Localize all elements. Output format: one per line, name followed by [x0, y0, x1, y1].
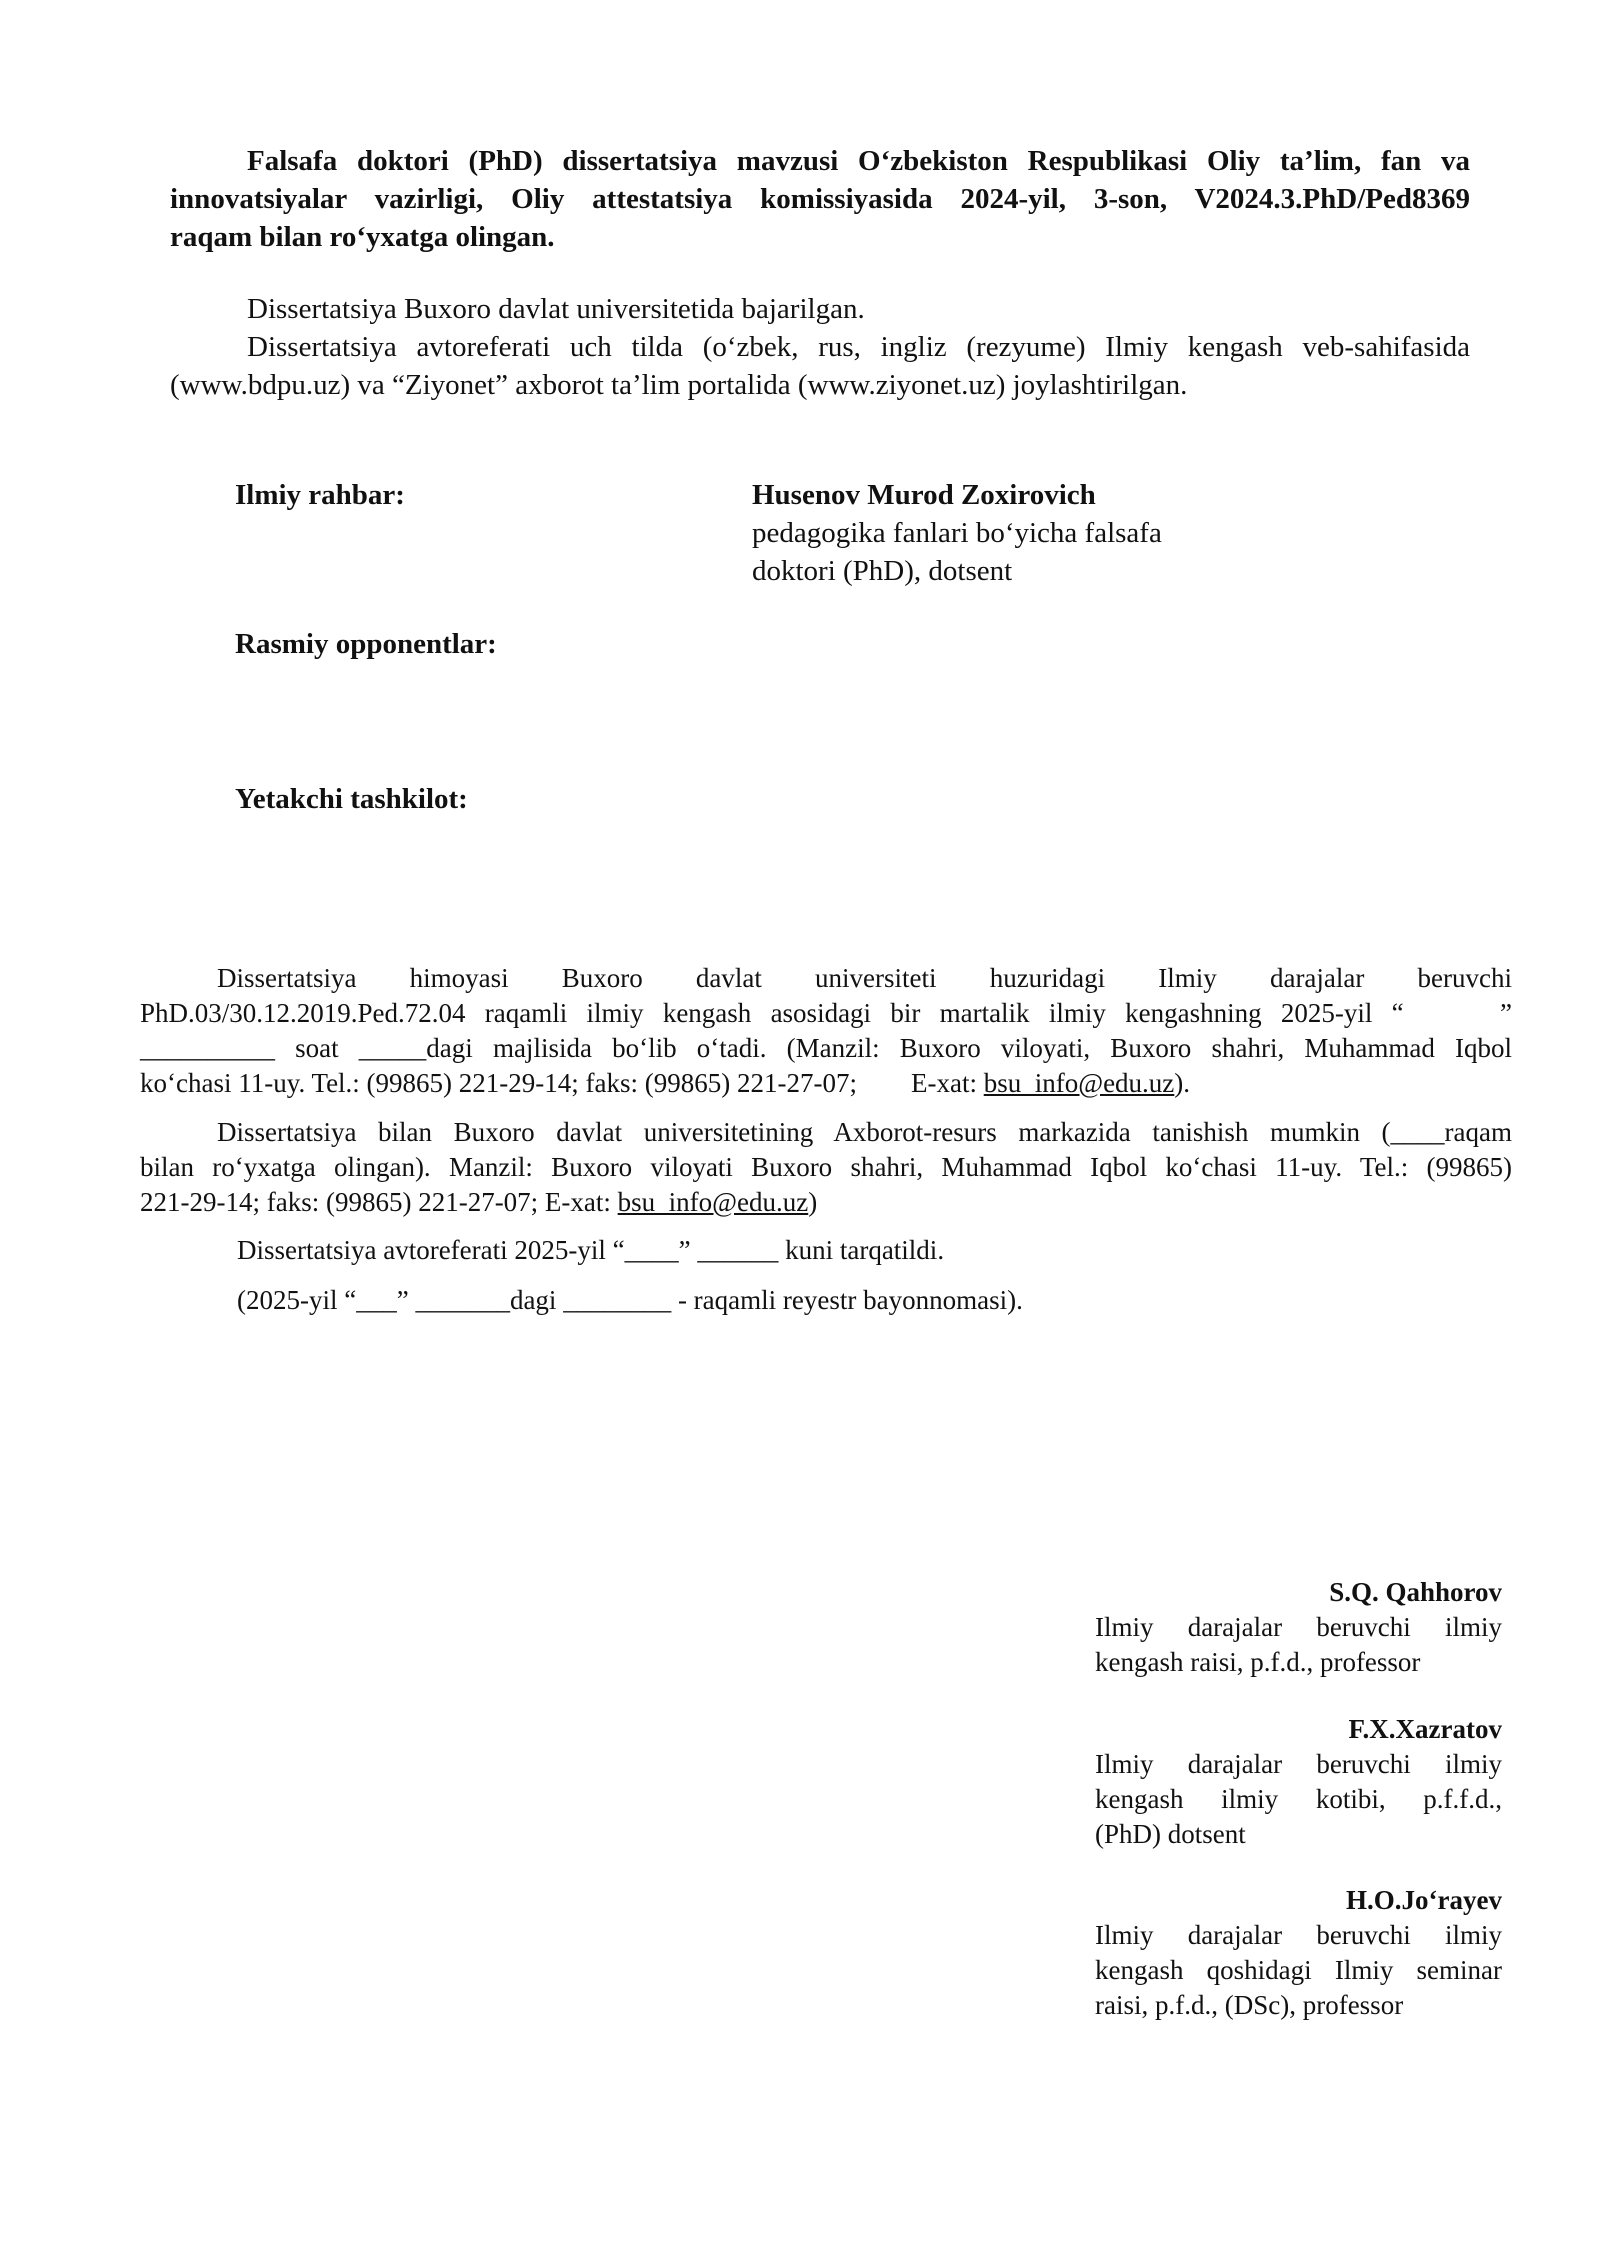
library-line-2: bilan ro‘yxatga olingan). Manzil: Buxoro viloyati Buxoro shahri, Muhammad Iqbol ko‘chasi 11-uy. Tel.: (99865) [140, 1152, 1512, 1182]
signatory-title-line: raisi, p.f.d., (DSc), professor [1095, 1990, 1404, 2020]
supervisor-label: Ilmiy rahbar: [235, 479, 405, 511]
info-paragraph [170, 290, 1470, 404]
signatory-name: S.Q. Qahhorov [1329, 1577, 1502, 1607]
library-email-link[interactable]: bsu_info@edu.uz [617, 1187, 809, 1217]
signatory-title-line: Ilmiy darajalar beruvchi ilmiy [1095, 1920, 1502, 1950]
defense-email-link[interactable]: bsu_info@edu.uz [983, 1068, 1175, 1098]
signatory-title-line: kengash qoshidagi Ilmiy seminar [1095, 1955, 1502, 1985]
defense-line-4 [140, 1066, 1512, 1101]
signatory-block-1 [1095, 1575, 1502, 1680]
signatory-title-line: (PhD) dotsent [1095, 1819, 1246, 1849]
defense-line-3: __________ soat _____dagi majlisida bo‘lib o‘tadi. (Manzil: Buxoro viloyati, Buxoro shahri, Muhammad Iqbol [140, 1033, 1512, 1063]
published-line-1: Dissertatsiya avtoreferati uch tilda (o‘zbek, rus, ingliz (rezyume) Ilmiy kengash veb-sahifasida [247, 331, 1470, 363]
registration-paragraph [170, 142, 1470, 256]
signatory-title-line: kengash ilmiy kotibi, p.f.f.d., [1095, 1784, 1502, 1814]
library-line-1: Dissertatsiya bilan Buxoro davlat universitetining Axborot-resurs markazida tanishish mumkin (____raqam [217, 1117, 1512, 1147]
published-line-2: (www.bdpu.uz) va “Ziyonet” axborot ta’lim portalida (www.ziyonet.uz) joylashtirilgan. [170, 369, 1188, 401]
defense-line-4-text: ko‘chasi 11-uy. Tel.: (99865) 221-29-14; faks: (99865) 221-27-07; E-xat: [140, 1068, 984, 1098]
defense-line-4-end: ). [1174, 1068, 1191, 1098]
signatory-block-2 [1095, 1712, 1502, 1852]
library-line-3 [140, 1185, 1512, 1220]
supervisor-block [752, 476, 1252, 590]
completed-at-line: Dissertatsiya Buxoro davlat universitetida bajarilgan. [247, 293, 865, 325]
registration-line-2: innovatsiyalar vazirligi, Oliy attestatsiya komissiyasida 2024-yil, 3-son, V2024.3.PhD/Ped8369 [170, 183, 1470, 215]
signatory-name: F.X.Xazratov [1348, 1714, 1502, 1744]
library-line-3-text: 221-29-14; faks: (99865) 221-27-07; E-xat: [140, 1187, 618, 1217]
signatory-title-line: Ilmiy darajalar beruvchi ilmiy [1095, 1612, 1502, 1642]
library-paragraph [140, 1115, 1512, 1220]
lead-org-label: Yetakchi tashkilot: [235, 783, 468, 815]
defense-paragraph [140, 961, 1512, 1101]
distribution-line-1: Dissertatsiya avtoreferati 2025-yil “____” ______ kuni tarqatildi. [237, 1235, 945, 1265]
signatory-block-3 [1095, 1883, 1502, 2023]
signatory-title-line: kengash raisi, p.f.d., professor [1095, 1647, 1421, 1677]
opponents-label: Rasmiy opponentlar: [235, 628, 497, 660]
supervisor-title-line-2: doktori (PhD), dotsent [752, 555, 1013, 587]
defense-line-2: PhD.03/30.12.2019.Ped.72.04 raqamli ilmiy kengash asosidagi bir martalik ilmiy kengashning 2025-yil “ ” [140, 998, 1512, 1028]
supervisor-name: Husenov Murod Zoxirovich [752, 479, 1096, 511]
library-line-3-end: ) [808, 1187, 818, 1217]
defense-line-1: Dissertatsiya himoyasi Buxoro davlat universiteti huzuridagi Ilmiy darajalar beruvchi [217, 963, 1512, 993]
registration-line-3: raqam bilan ro‘yxatga olingan. [170, 221, 555, 253]
registration-line-1: Falsafa doktori (PhD) dissertatsiya mavzusi O‘zbekiston Respublikasi Oliy ta’lim, fan va [247, 145, 1470, 177]
supervisor-title-line-1: pedagogika fanlari bo‘yicha falsafa [752, 517, 1162, 549]
signatory-title-line: Ilmiy darajalar beruvchi ilmiy [1095, 1749, 1502, 1779]
distribution-line-2: (2025-yil “___” _______dagi ________ - raqamli reyestr bayonnomasi). [237, 1285, 1023, 1315]
signatory-name: H.O.Jo‘rayev [1346, 1885, 1502, 1915]
